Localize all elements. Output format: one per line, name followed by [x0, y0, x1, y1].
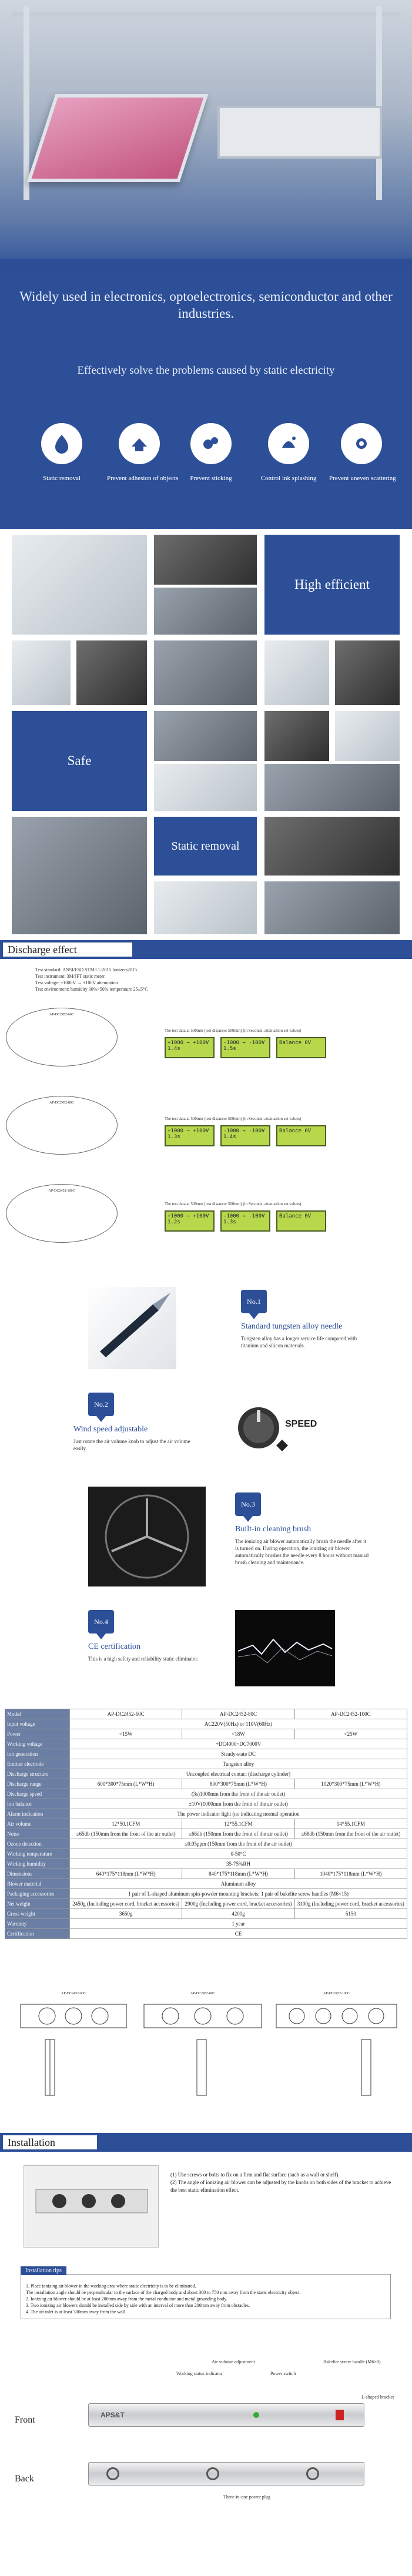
hero-machine-tray	[27, 94, 209, 182]
spec-row	[5, 1929, 407, 1939]
drawing-caption: AP-DC2452-80C	[190, 1992, 215, 1995]
feature-desc: Just rotate the air volume knob to adjust the air volume easily.	[73, 1438, 190, 1451]
spec-row	[5, 1739, 407, 1749]
application-photo-grid	[0, 529, 412, 940]
spec-value: 12*55.1CFM	[182, 1819, 294, 1829]
blower-outline-icon	[15, 1995, 132, 2107]
ink-splash-icon	[277, 432, 300, 455]
spec-row	[5, 1829, 407, 1839]
spec-value: ≤66db (150mm from the front of the air outlet)	[182, 1829, 294, 1839]
param-line: Test environment: humidity 30%~50% temperature 25±5°C	[35, 987, 148, 992]
callout-handle: Bakelite screw handle (M6×8)	[323, 2359, 381, 2364]
install-title: Installation	[3, 2135, 97, 2149]
feature-desc: The ionizing air blower automatically brush the needle after it is turned on. During operation, the ionizing air blower automatically brushes the needle every 8 hours without manual brush cleaning and maintenance.	[235, 1538, 369, 1565]
spec-row	[5, 1909, 407, 1919]
spec-value: 1 pair of L-shaped aluminum spin-powder mounting brackets; 1 pair of bakelite screw handles (M6×15)	[70, 1889, 407, 1899]
spec-value: ≤65db (150mm from the front of the air outlet)	[70, 1829, 182, 1839]
spec-row	[5, 1839, 407, 1849]
spec-label: Ozone detection	[5, 1839, 70, 1849]
status-light	[253, 2412, 259, 2418]
param-line: Test standard: ANSI/ESD STM3.1-2015 Ionizers2015	[35, 967, 137, 972]
meter-screen: -1000 → -100V 1.5s	[220, 1037, 270, 1058]
test-params	[35, 967, 148, 992]
meter-screen: Balance 0V	[276, 1037, 326, 1058]
tip-line: The installation angle should be perpendicular to the surface of the charged body and about 300 to 750 mm away from the static electricity object.	[26, 2290, 301, 2295]
brush-photo	[88, 1487, 206, 1586]
spec-row	[5, 1729, 407, 1739]
fan-grill	[306, 2467, 319, 2480]
tip-line: 4. The air inlet is at least 300mm away from the wall.	[26, 2309, 127, 2315]
param-line: Test voltage: ±1000V → ±100V attenuation	[35, 980, 118, 985]
spec-label: Emitter electrode	[5, 1759, 70, 1769]
photo-line	[154, 588, 257, 635]
hero-blue-band	[0, 259, 412, 276]
power-switch	[336, 2410, 344, 2420]
badge-no4: No.4	[88, 1610, 114, 1634]
spec-value: 3100g (Including power cord, bracket accessories)	[294, 1899, 407, 1909]
spec-label: Working voltage	[5, 1739, 70, 1749]
spec-value: 4200g	[182, 1909, 294, 1919]
spec-value: 2450g (Including power cord, bracket accessories)	[70, 1899, 182, 1909]
tile-high-efficient: High efficient	[264, 535, 400, 635]
photo-panel	[154, 881, 257, 934]
meter-screen: -1000 → -100V 1.4s	[220, 1125, 270, 1146]
spec-row	[5, 1869, 407, 1879]
tip-line: 1. Place ionizing air blower in the working area where static electricity is to be eliminated.	[26, 2283, 196, 2289]
spec-label: Gross weight	[5, 1909, 70, 1919]
test-note: The test data at 500mm (test distance: 500mm) (in Seconds; attenuation set values)	[165, 1116, 302, 1121]
adhesion-icon	[128, 432, 150, 455]
sticking-icon	[200, 432, 222, 455]
spec-label: Working temperature	[5, 1849, 70, 1859]
spec-row	[5, 1859, 407, 1869]
tip-line: 2. Ionizing air blower should be at least 200mm away from the metal conductor and metal grounding body.	[26, 2296, 227, 2302]
spec-label: Alarm indication	[5, 1809, 70, 1819]
photo-rollers	[264, 711, 329, 761]
param-line: Test instrument: 3M/JFT static meter	[35, 974, 105, 979]
meter-screen: -1000 → -100V 1.3s	[220, 1210, 270, 1232]
spec-value: 600*300*75mm (L*W*H)	[70, 1779, 182, 1789]
discharge-spark-photo	[235, 1610, 335, 1686]
spec-row	[5, 1849, 407, 1859]
spec-value: 5150	[294, 1909, 407, 1919]
photo-worker	[335, 711, 400, 761]
install-tips-box	[21, 2268, 391, 2319]
spec-value: ≤68db (150mm from the front of the air outlet)	[294, 1829, 407, 1839]
blower-back-view	[88, 2462, 364, 2486]
callout-bracket: L-shaped bracket	[361, 2394, 394, 2400]
spec-row	[5, 1779, 407, 1789]
photo-lab	[12, 817, 147, 934]
spec-value: <15W	[70, 1729, 182, 1739]
fan-icon	[88, 1487, 206, 1586]
discharge-header-band	[0, 940, 412, 959]
spec-value: 1 year	[70, 1919, 407, 1929]
spec-label: Discharge speed	[5, 1789, 70, 1799]
spark-icon	[235, 1610, 335, 1686]
spec-value: AC220V(50Hz) or 110V(60Hz)	[70, 1719, 407, 1729]
static-removal-icon	[51, 432, 73, 455]
photo-machine	[154, 535, 257, 585]
blower-front-view	[88, 2403, 364, 2427]
meter-screen: +1000 → +100V 1.2s	[165, 1210, 215, 1232]
feature-desc: Tungsten alloy has a longer service life compared with titanium and silicon materials.	[241, 1336, 357, 1349]
needle-icon	[88, 1287, 176, 1369]
spec-value: Aluminum alloy	[70, 1879, 407, 1889]
photo-equipment	[12, 640, 71, 705]
discharge-title: Discharge effect	[3, 942, 132, 957]
spec-label: Dimensions	[5, 1869, 70, 1879]
meter-screen: +1000 → +100V 1.4s	[165, 1037, 215, 1058]
hero-post	[376, 6, 382, 200]
blower-outline-icon	[273, 1995, 400, 2107]
spec-header-row	[5, 1709, 407, 1719]
feature-desc: This is a high safety and reliability static eliminator.	[88, 1656, 199, 1662]
spec-row	[5, 1799, 407, 1809]
spec-row	[5, 1919, 407, 1929]
feature-label: Prevent adhesion of objects	[107, 475, 179, 482]
spec-label: Net weight	[5, 1899, 70, 1909]
spec-value: Uncoupled electrical contact (discharge cylinder)	[70, 1769, 407, 1779]
hero-machine-body	[217, 106, 382, 159]
feature-title: Standard tungsten alloy needle	[241, 1322, 343, 1331]
dimension-drawings	[0, 1986, 412, 2133]
meter-screen: Balance 0V	[276, 1125, 326, 1146]
badge-no1: No.1	[241, 1290, 267, 1313]
install-tips-wrap	[0, 2268, 412, 2339]
tile-static-removal: Static removal	[154, 817, 257, 876]
diagram-caption: AP-DC2452-100C	[48, 1189, 75, 1193]
install-photo-wall	[24, 2165, 159, 2248]
measure-diagram-80c	[6, 1096, 118, 1155]
photo-blower-close	[154, 764, 257, 811]
needle-photo	[88, 1287, 176, 1369]
speed-label: SPEED	[285, 1419, 317, 1429]
spec-value: 1040*175*118mm (L*W*H)	[294, 1869, 407, 1879]
install-notes	[170, 2171, 394, 2194]
drawing-60c	[15, 1992, 132, 2109]
label-back: Back	[15, 2474, 34, 2484]
spec-label: Ion balance	[5, 1799, 70, 1809]
spec-value: ±10V(1000mm from the front of the air outlet)	[70, 1799, 407, 1809]
hero-banner	[0, 0, 412, 276]
hero-headline: Widely used in electronics, optoelectronics, semiconductor and other industries.	[19, 289, 393, 321]
spec-label: Power	[5, 1729, 70, 1739]
spec-label: Warranty	[5, 1919, 70, 1929]
callout-indicator: Working status indicator	[176, 2371, 223, 2376]
spec-value: Steady-state DC	[70, 1749, 407, 1759]
spec-header-cell: AP-DC2452-80C	[182, 1709, 294, 1719]
spec-label: Working humidity	[5, 1859, 70, 1869]
drawing-100c	[273, 1992, 400, 2109]
photo-workbench	[154, 711, 257, 761]
spec-table	[5, 1709, 407, 1939]
feature-title: Wind speed adjustable	[73, 1425, 148, 1434]
feature-ink	[256, 423, 321, 482]
spec-row	[5, 1889, 407, 1899]
spec-row	[5, 1759, 407, 1769]
spec-value: Tungsten alloy	[70, 1759, 407, 1769]
badge-no2: No.2	[88, 1393, 114, 1416]
spec-header-cell: Model	[5, 1709, 70, 1719]
feature-adhesion	[107, 423, 179, 482]
spec-row	[5, 1749, 407, 1759]
brand-logo: APS&T	[101, 2411, 125, 2419]
spec-value: (3s)1000mm from the front of the air outlet)	[70, 1789, 407, 1799]
spec-label: Ion generation	[5, 1749, 70, 1759]
spec-row	[5, 1789, 407, 1799]
feature-blocks	[0, 1281, 412, 1704]
mounted-blower-icon	[24, 2166, 159, 2248]
features-section	[0, 276, 412, 529]
spec-label: Air volume	[5, 1819, 70, 1829]
spec-label: Noise	[5, 1829, 70, 1839]
feature-static-removal	[29, 423, 94, 482]
spec-value: <25W	[294, 1729, 407, 1739]
spec-value: +DC4000~DC7000V	[70, 1739, 407, 1749]
spec-value: The power indicator light (no indicating normal operation	[70, 1809, 407, 1819]
spec-value: 1020*300*75mm (L*W*H)	[294, 1779, 407, 1789]
spec-label: Blower material	[5, 1879, 70, 1889]
tile-safe: Safe	[12, 711, 147, 811]
spec-header-cell: AP-DC2452-60C	[70, 1709, 182, 1719]
spec-row	[5, 1879, 407, 1889]
diagram-caption: AP-DC2452-80C	[49, 1101, 74, 1105]
feature-label: Prevent uneven scattering	[329, 475, 396, 482]
feature-scatter	[329, 423, 394, 482]
spec-row	[5, 1899, 407, 1909]
spec-value: 640*175*118mm (L*W*H)	[70, 1869, 182, 1879]
spec-value: CE	[70, 1929, 407, 1939]
spec-value: 12*50.1CFM	[70, 1819, 182, 1829]
spec-value: 840*175*118mm (L*W*H)	[182, 1869, 294, 1879]
feature-label: Control ink splashing	[260, 475, 317, 482]
callout-plug: Three-in-one power plug	[223, 2494, 270, 2500]
spec-value: 0-50°C	[70, 1849, 407, 1859]
callout-air-volume: Air volume adjustment	[212, 2359, 255, 2364]
blower-outline-icon	[141, 1995, 264, 2107]
measure-diagram-60c	[6, 1008, 118, 1066]
photo-cleanroom-worker	[12, 535, 147, 635]
tips-title: Installation tips	[21, 2266, 66, 2275]
spec-label: Discharge range	[5, 1779, 70, 1789]
photo-machinery	[264, 881, 400, 934]
spec-value: 14*55.1CFM	[294, 1819, 407, 1829]
label-front: Front	[15, 2415, 35, 2425]
callout-power-switch: Power switch	[270, 2371, 296, 2376]
feature-label: Static removal	[43, 475, 81, 482]
test-note: The test data at 500mm (test distance: 500mm) (in Seconds; attenuation set values)	[165, 1202, 302, 1206]
badge-no3: No.3	[235, 1492, 261, 1516]
drawing-caption: AP-DC2452-100C	[323, 1992, 350, 1995]
spec-label: Input voltage	[5, 1719, 70, 1729]
photo-production	[154, 640, 257, 705]
feature-title: CE certification	[88, 1642, 141, 1651]
test-note: The test data at 500mm (test distance: 500mm) (in Seconds; attenuation set values)	[165, 1028, 302, 1033]
meter-screen: Balance 0V	[276, 1210, 326, 1232]
spec-label: Discharge structure	[5, 1769, 70, 1779]
photo-factory	[335, 640, 400, 705]
spec-value: 800*300*75mm (L*W*H)	[182, 1779, 294, 1789]
install-note: (2) The angle of ionizing air blower can be adjusted by the knobs on both sides of the bracket to achieve the best static elimination effect.	[170, 2179, 391, 2193]
feature-sticking	[179, 423, 243, 482]
spec-row	[5, 1769, 407, 1779]
meter-screen: +1000 → +100V 1.3s	[165, 1125, 215, 1146]
installation-section	[0, 2133, 412, 2576]
spec-label: Certification	[5, 1929, 70, 1939]
spec-value: 2900g (Including power cord, bracket accessories)	[182, 1899, 294, 1909]
drawing-80c	[141, 1992, 264, 2109]
spec-value: ≤0.05ppm (150mm from the front of the air outlet)	[70, 1839, 407, 1849]
fan-grill	[206, 2467, 219, 2480]
spec-row	[5, 1809, 407, 1819]
discharge-section	[0, 940, 412, 1281]
scatter-icon	[350, 432, 373, 455]
photo-conveyor	[264, 764, 400, 811]
spec-row	[5, 1819, 407, 1829]
photo-assembly	[76, 640, 147, 705]
install-note: (1) Use screws or bolts to fix on a firm and flat surface (such as a wall or shelf).	[170, 2172, 340, 2178]
drawing-caption: AP-DC2452-60C	[61, 1992, 86, 1995]
spec-value: 35-75%RH	[70, 1859, 407, 1869]
tip-line: 3. Two ionizing air blowers should be installed side by side with an interval of more than 200mm away from obstacles.	[26, 2303, 250, 2308]
spec-section	[0, 1704, 412, 1986]
feature-label: Prevent sticking	[190, 475, 232, 482]
diagram-caption: AP-DC2452-60C	[49, 1013, 74, 1017]
fan-grill	[106, 2467, 119, 2480]
photo-device	[264, 640, 329, 705]
feature-title: Built-in cleaning brush	[235, 1525, 311, 1534]
install-header-band	[0, 2133, 412, 2152]
spec-label: Packaging accessories	[5, 1889, 70, 1899]
speed-knob-photo	[235, 1387, 317, 1469]
hero-machine-frame	[12, 12, 400, 82]
spec-value: <18W	[182, 1729, 294, 1739]
photo-inspection	[264, 817, 400, 876]
hero-post	[24, 6, 29, 200]
hero-subhead: Effectively solve the problems caused by static electricity	[77, 364, 335, 377]
measure-diagram-100c	[6, 1184, 118, 1243]
spec-header-cell: AP-DC2452-100C	[294, 1709, 407, 1719]
spec-value: 3650g	[70, 1909, 182, 1919]
spec-row	[5, 1719, 407, 1729]
